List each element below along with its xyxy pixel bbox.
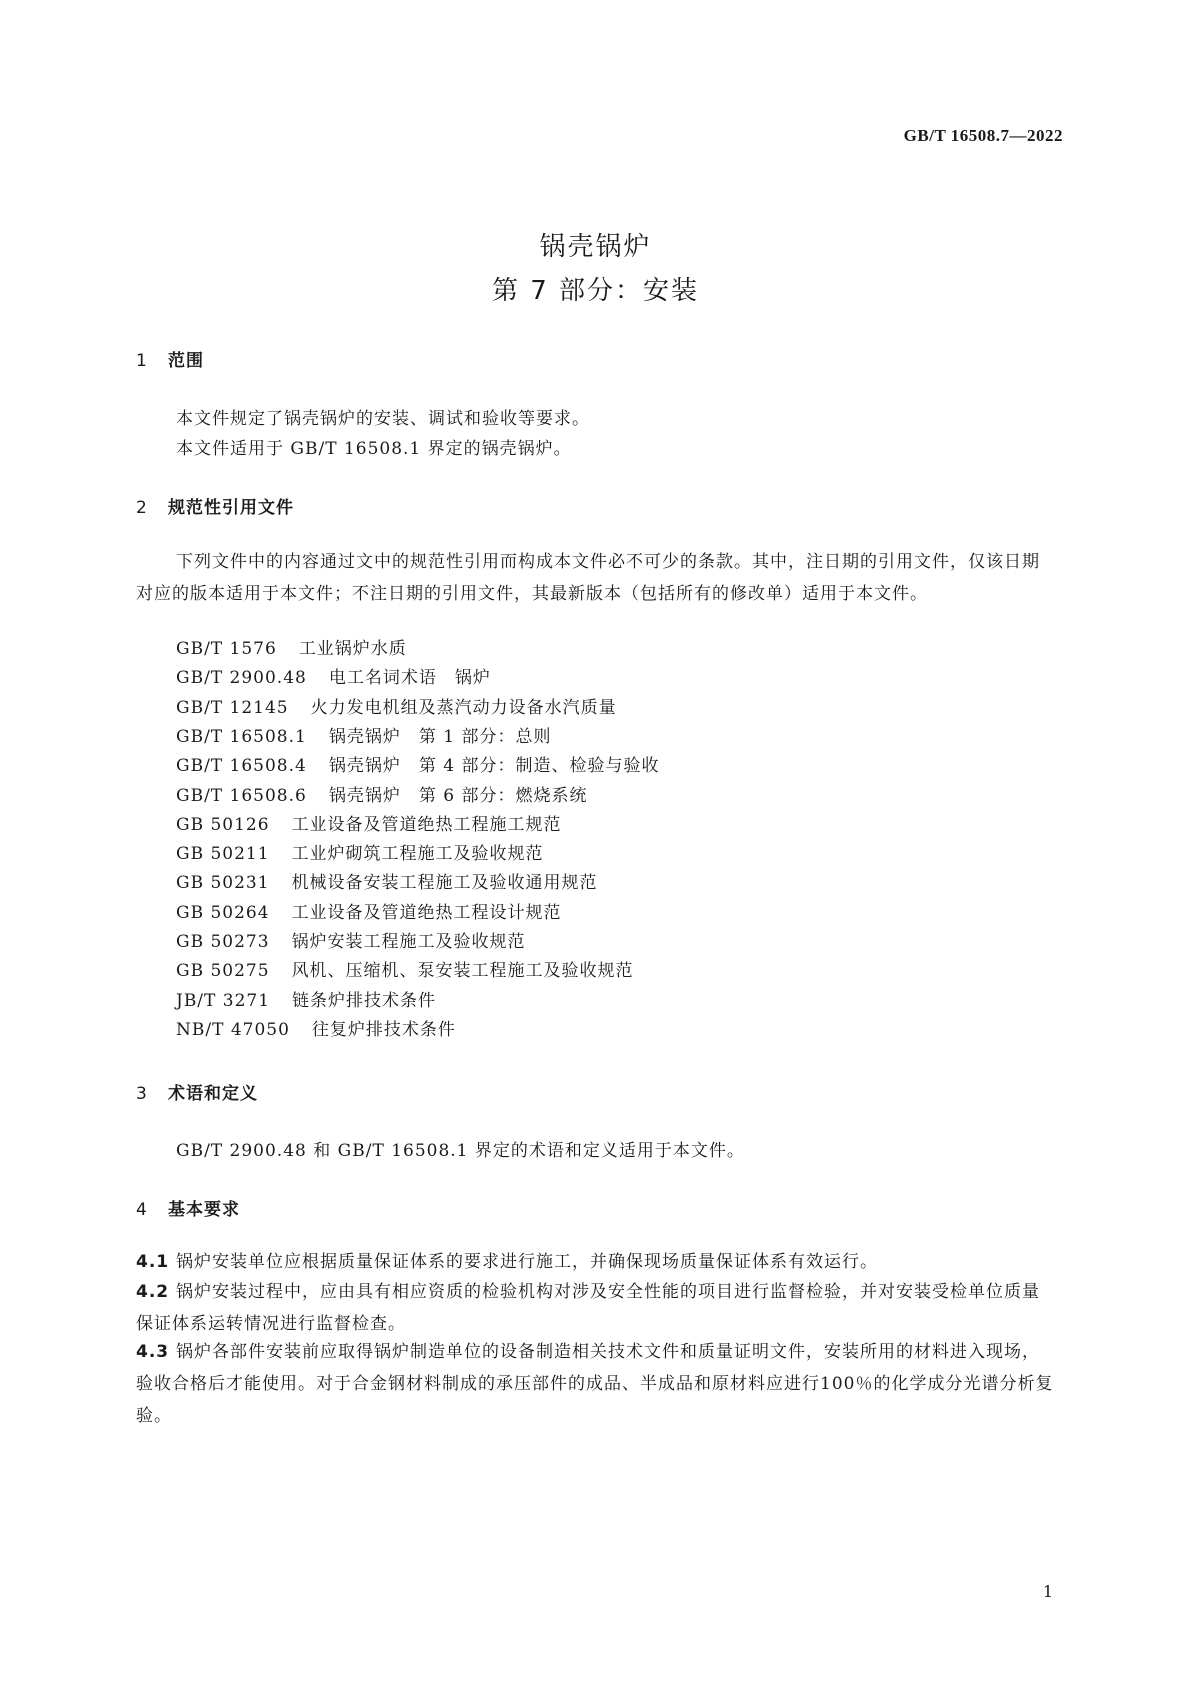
reference-item [176, 810, 562, 835]
section-heading-normative [136, 493, 294, 518]
reference-code: GB/T 1576 [176, 639, 277, 659]
normative-intro: 下列文件中的内容通过文中的规范性引用而构成本文件必不可少的条款。其中，注日期的引用文件，仅该日期对应的版本适用于本文件；不注日期的引用文件，其最新版本（包括所有的修改单）适用于本文件。 [136, 552, 1040, 604]
reference-item [176, 839, 544, 864]
scope-paragraph-2: 本文件适用于 GB/T 16508.1 界定的锅壳锅炉。 [176, 439, 572, 459]
document-title: 锅壳锅炉 [539, 232, 652, 262]
section-number: 4 [136, 1200, 148, 1220]
reference-code: GB/T 16508.6 [176, 785, 307, 806]
reference-code: GB/T 16508.1 [176, 726, 307, 747]
section-number: 3 [136, 1084, 148, 1104]
clause-4-3 [136, 1336, 1056, 1432]
section-heading-terms [136, 1079, 258, 1104]
reference-code: GB 50275 [176, 961, 270, 982]
terms-paragraph: GB/T 2900.48 和 GB/T 16508.1 界定的术语和定义适用于本文件。 [176, 1141, 745, 1161]
reference-item [176, 634, 407, 659]
reference-title: 锅壳锅炉 第 1 部分：总则 [328, 726, 552, 747]
clause-text: 锅炉安装过程中，应由具有相应资质的检验机构对涉及安全性能的项目进行监督检验，并对安装受检单位质量保证体系运转情况进行监督检查。 [136, 1282, 1040, 1334]
clause-number: 4.3 [136, 1342, 170, 1362]
reference-code: NB/T 47050 [176, 1019, 290, 1040]
reference-title: 锅壳锅炉 第 6 部分：燃烧系统 [328, 785, 588, 806]
clause-text: 锅炉安装单位应根据质量保证体系的要求进行施工，并确保现场质量保证体系有效运行。 [176, 1252, 878, 1272]
reference-item [176, 722, 551, 747]
reference-code: GB/T 2900.48 [176, 668, 307, 689]
reference-item [176, 693, 617, 718]
clause-number: 4.2 [136, 1282, 170, 1302]
section-number: 1 [136, 351, 148, 371]
reference-item [176, 927, 526, 952]
reference-item [176, 1015, 456, 1040]
section-heading-basic [136, 1195, 240, 1220]
standard-code: GB/T 16508.7—2022 [903, 126, 1063, 145]
section-title: 范围 [168, 351, 204, 371]
page-number: 1 [1042, 1582, 1053, 1601]
reference-title: 锅壳锅炉 第 4 部分：制造、检验与验收 [328, 756, 660, 777]
reference-title: 火力发电机组及蒸汽动力设备水汽质量 [310, 697, 617, 718]
document-subtitle: 第 7 部分：安装 [491, 276, 700, 306]
section-title: 基本要求 [168, 1200, 240, 1220]
reference-code: GB/T 12145 [176, 697, 289, 718]
reference-title: 往复炉排技术条件 [311, 1019, 456, 1040]
reference-title: 工业设备及管道绝热工程设计规范 [291, 902, 562, 923]
reference-code: GB 50273 [176, 932, 270, 952]
reference-code: GB 50231 [176, 873, 270, 894]
reference-title: 工业锅炉水质 [298, 639, 407, 659]
reference-item [176, 956, 634, 981]
clause-number: 4.1 [136, 1252, 170, 1272]
reference-item [176, 868, 598, 893]
reference-item [176, 781, 587, 806]
reference-code: JB/T 3271 [176, 990, 271, 1011]
scope-paragraph-1: 本文件规定了锅壳锅炉的安装、调试和验收等要求。 [176, 409, 590, 429]
reference-title: 锅炉安装工程施工及验收规范 [291, 932, 526, 952]
reference-title: 工业设备及管道绝热工程施工规范 [291, 814, 562, 835]
reference-item [176, 663, 491, 688]
section-title: 术语和定义 [168, 1084, 258, 1104]
reference-code: GB 50211 [176, 844, 270, 865]
reference-item [176, 898, 562, 923]
reference-item [176, 751, 659, 776]
reference-code: GB 50264 [176, 902, 270, 923]
reference-title: 风机、压缩机、泵安装工程施工及验收规范 [291, 961, 634, 982]
clause-text: 锅炉各部件安装前应取得锅炉制造单位的设备制造相关技术文件和质量证明文件，安装所用的材料进入现场，验收合格后才能使用。对于合金钢材料制成的承压部件的成品、半成品和原材料应进行100％的化学成分光谱分析复验。 [136, 1342, 1054, 1426]
section-number: 2 [136, 498, 148, 518]
clause-4-1 [136, 1246, 1056, 1278]
clause-4-2 [136, 1276, 1056, 1340]
reference-title: 机械设备安装工程施工及验收通用规范 [291, 873, 598, 894]
reference-code: GB/T 16508.4 [176, 756, 307, 777]
reference-code: GB 50126 [176, 814, 270, 835]
section-heading-scope [136, 346, 204, 371]
reference-title: 电工名词术语 锅炉 [328, 668, 491, 689]
section-title: 规范性引用文件 [168, 498, 294, 518]
reference-item [176, 986, 436, 1011]
reference-title: 链条炉排技术条件 [292, 990, 437, 1011]
reference-title: 工业炉砌筑工程施工及验收规范 [291, 844, 544, 865]
